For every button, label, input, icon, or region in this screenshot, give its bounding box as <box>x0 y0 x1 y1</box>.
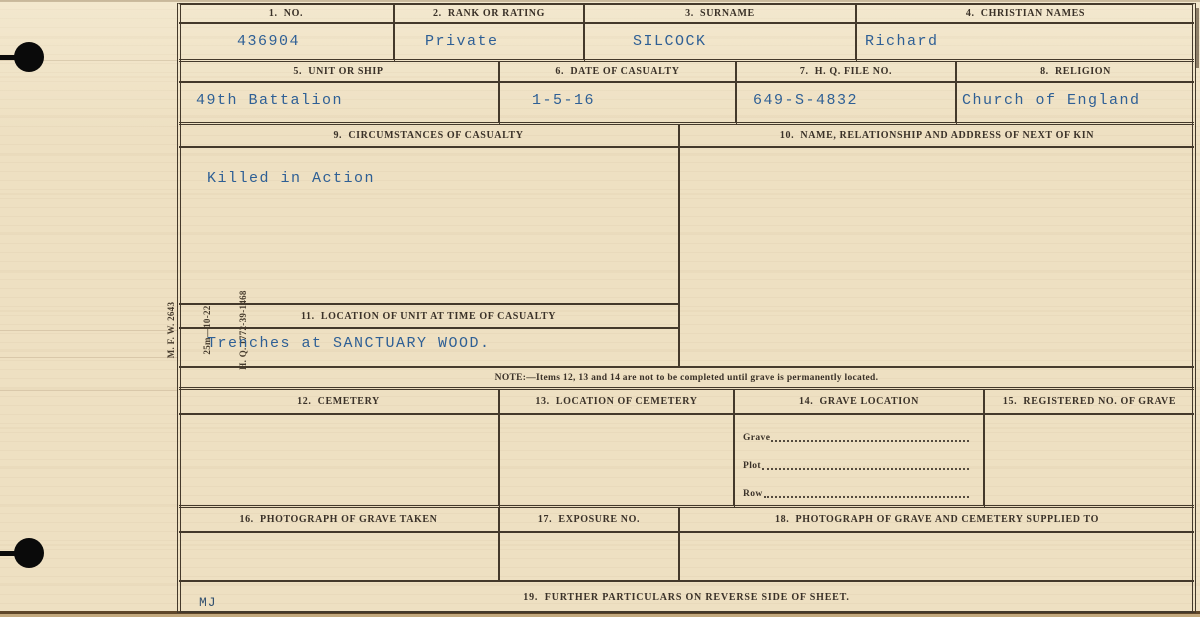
note-text: NOTE:—Items 12, 13 and 14 are not to be completed until grave is permanently located. <box>494 372 879 383</box>
grave-leader-row <box>743 428 971 443</box>
field-rank-label: 2. RANK OR RATING <box>395 5 583 24</box>
field-hq-file-no-value: 649-S-4832 <box>753 92 859 109</box>
field-next-of-kin <box>680 125 1194 368</box>
field-christian-names <box>857 5 1194 62</box>
field-unit <box>179 62 500 125</box>
field-cemetery-label: 12. CEMETERY <box>179 390 498 415</box>
field-location-of-cemetery <box>500 390 735 508</box>
plot-label: Plot <box>743 461 761 471</box>
field-location-of-unit-value: Trenches at SANCTUARY WOOD. <box>207 335 491 352</box>
grave-dotted-line <box>771 440 969 442</box>
field-hq-file-no-label: 7. H. Q. FILE NO. <box>737 62 955 83</box>
field-cemetery <box>179 390 500 508</box>
row-leader-row <box>743 484 971 499</box>
field-next-of-kin-label: 10. NAME, RELATIONSHIP AND ADDRESS OF NEXT OF KIN <box>680 125 1194 148</box>
stamp-line-2: 25m—10-22 <box>202 305 212 355</box>
row-label: Row <box>743 489 763 499</box>
plot-leader-row <box>743 456 971 471</box>
field-surname-label: 3. SURNAME <box>585 5 855 24</box>
field-photo-taken <box>179 508 500 582</box>
field-registered-no-label: 15. REGISTERED NO. OF GRAVE <box>985 390 1194 415</box>
field-religion-value: Church of England <box>962 92 1141 109</box>
binder-post-top <box>0 55 22 60</box>
field-location-of-cemetery-label: 13. LOCATION OF CEMETERY <box>500 390 733 415</box>
field-religion-label: 8. RELIGION <box>957 62 1194 83</box>
field-photo-supplied-label: 18. PHOTOGRAPH OF GRAVE AND CEMETERY SUPPLIED TO <box>680 508 1194 533</box>
field-cemetery-value <box>179 415 498 425</box>
stamp-line-3: H. Q. 1772-39-1468 <box>238 290 248 370</box>
card-top-edge <box>0 0 1200 2</box>
row-dotted-line <box>764 496 969 498</box>
field-location-of-unit-label: 11. LOCATION OF UNIT AT TIME OF CASUALTY <box>179 305 678 329</box>
field-registered-no-value <box>985 415 1194 425</box>
field-circumstances <box>179 125 680 305</box>
field-exposure-no-label: 17. EXPOSURE NO. <box>500 508 678 533</box>
field-date-of-casualty-value: 1-5-16 <box>532 92 596 109</box>
field-next-of-kin-value <box>680 148 1194 170</box>
further-particulars-label: 19. FURTHER PARTICULARS ON REVERSE SIDE OF SHEET. <box>523 591 850 603</box>
field-date-of-casualty <box>500 62 737 125</box>
card-right-edge-mark <box>1196 8 1199 68</box>
field-christian-names-label: 4. CHRISTIAN NAMES <box>857 5 1194 24</box>
grave-label: Grave <box>743 433 771 443</box>
field-unit-value: 49th Battalion <box>196 92 344 109</box>
field-no-label: 1. NO. <box>179 5 393 24</box>
further-particulars-row <box>179 582 1194 612</box>
field-registered-no <box>985 390 1194 508</box>
field-hq-file-no <box>737 62 957 125</box>
clerk-initials: MJ <box>199 595 217 610</box>
field-date-of-casualty-label: 6. DATE OF CASUALTY <box>500 62 735 83</box>
plot-dotted-line <box>762 468 969 470</box>
field-photo-taken-value <box>179 533 498 541</box>
field-photo-supplied-value <box>680 533 1194 541</box>
field-rank-value: Private <box>425 33 499 50</box>
field-grave-location-label: 14. GRAVE LOCATION <box>735 390 983 415</box>
field-exposure-no <box>500 508 680 582</box>
form-number-stamp <box>141 269 248 391</box>
field-no <box>179 5 395 62</box>
binder-post-bottom <box>0 551 22 556</box>
field-circumstances-value: Killed in Action <box>207 170 376 187</box>
field-rank <box>395 5 585 62</box>
field-location-of-cemetery-value <box>500 415 733 425</box>
field-grave-location <box>735 390 985 508</box>
field-exposure-no-value <box>500 533 678 541</box>
stamp-line-1: M. F. W. 2643 <box>166 301 176 359</box>
field-photo-supplied <box>680 508 1194 582</box>
field-location-of-unit <box>179 305 680 368</box>
field-surname-value: SILCOCK <box>633 33 707 50</box>
field-no-value: 436904 <box>237 33 301 50</box>
field-circumstances-label: 9. CIRCUMSTANCES OF CASUALTY <box>179 125 678 148</box>
field-unit-label: 5. UNIT OR SHIP <box>179 62 498 83</box>
field-photo-taken-label: 16. PHOTOGRAPH OF GRAVE TAKEN <box>179 508 498 533</box>
field-christian-names-value: Richard <box>865 33 939 50</box>
field-surname <box>585 5 857 62</box>
note-row <box>179 368 1194 390</box>
field-religion <box>957 62 1194 125</box>
